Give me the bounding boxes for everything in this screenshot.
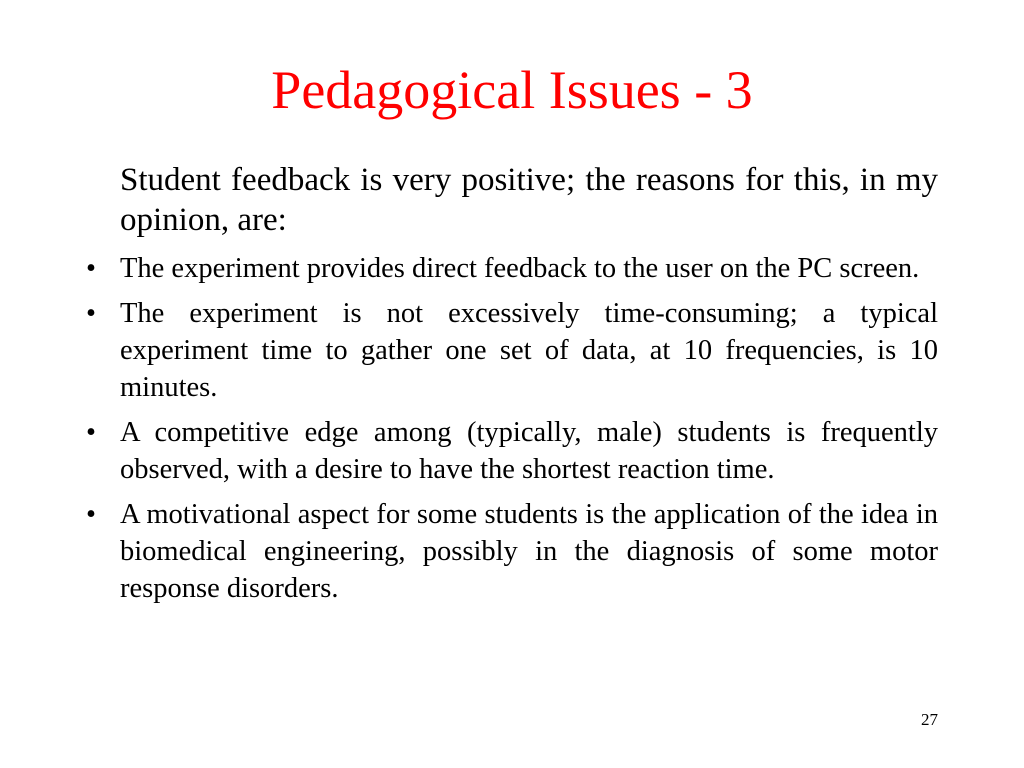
bullet-text: The experiment is not excessively time-consuming; a typical experiment time to gather one set of data, at 10 frequencies, is 10 minutes. — [120, 298, 938, 403]
bullet-text: A competitive edge among (typically, male) students is frequently observed, with a desire to have the shortest reaction time. — [120, 417, 938, 485]
slide-body — [76, 160, 938, 615]
bullet-item — [76, 414, 938, 488]
bullet-list — [76, 250, 938, 607]
bullet-text: The experiment provides direct feedback to the user on the PC screen. — [120, 253, 920, 284]
bullet-item — [76, 250, 938, 287]
bullet-item — [76, 295, 938, 406]
slide-title: Pedagogical Issues - 3 — [271, 60, 753, 120]
bullet-icon: • — [86, 499, 96, 530]
bullet-item — [76, 496, 938, 607]
bullet-icon: • — [86, 253, 96, 284]
bullet-icon: • — [86, 417, 96, 448]
bullet-text: A motivational aspect for some students is the application of the idea in biomedical engineering, possibly in the diagnosis of some motor response disorders. — [120, 499, 938, 604]
page-number: 27 — [921, 710, 938, 729]
intro-paragraph: Student feedback is very positive; the reasons for this, in my opinion, are: — [120, 162, 938, 238]
bullet-icon: • — [86, 298, 96, 329]
